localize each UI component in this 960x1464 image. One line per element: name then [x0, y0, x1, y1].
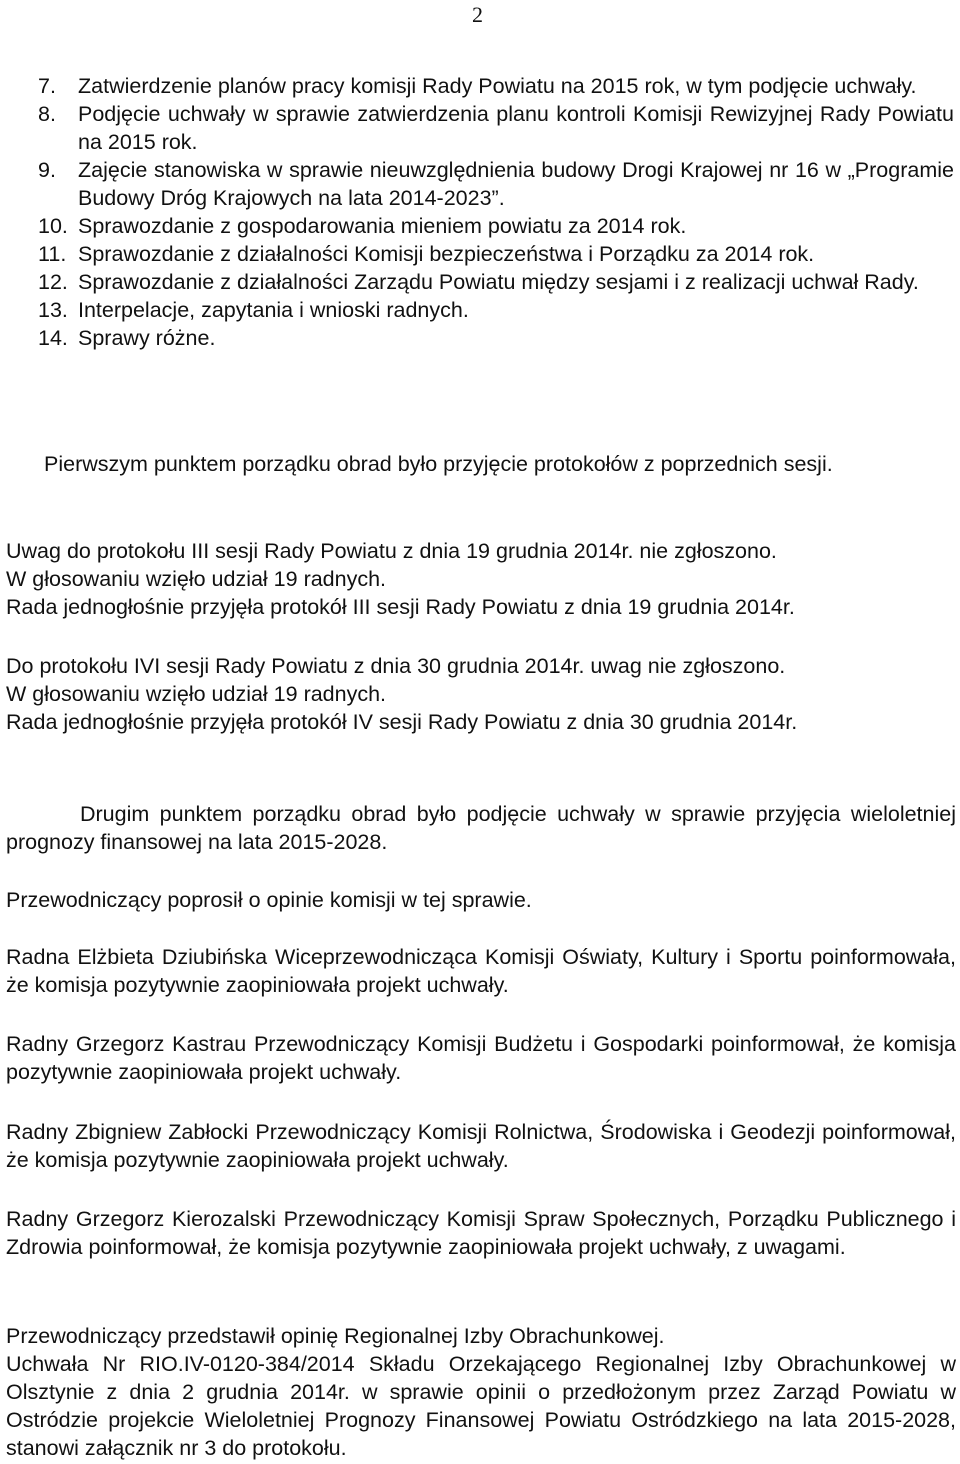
protocol-iii-result: Rada jednogłośnie przyjęła protokół III sesji Rady Powiatu z dnia 19 grudnia 2014r.: [6, 595, 795, 619]
agenda-item-text: Zatwierdzenie planów pracy komisji Rady Powiatu na 2015 rok, w tym podjęcie uchwały.: [78, 74, 917, 98]
agenda-item-text: Sprawy różne.: [78, 326, 216, 350]
agenda-item: [0, 100, 960, 156]
page-number: 2: [472, 2, 483, 27]
paragraph-first-point: Pierwszym punktem porządku obrad było przyjęcie protokołów z poprzednich sesji.: [44, 452, 833, 476]
protocol-iv-remarks: Do protokołu IVI sesji Rady Powiatu z dnia 30 grudnia 2014r. uwag nie zgłoszono.: [6, 654, 786, 678]
agenda-item-number: 7.: [38, 74, 56, 98]
paragraph-chairman-request: Przewodniczący poprosił o opinie komisji w tej sprawie.: [6, 888, 532, 912]
protocol-iii-remarks: Uwag do protokołu III sesji Rady Powiatu z dnia 19 grudnia 2014r. nie zgłoszono.: [6, 539, 777, 563]
agenda-item-number: 13.: [38, 298, 68, 322]
paragraph-protocol-iii: [6, 537, 956, 621]
paragraph-rio-opinion: [6, 1322, 956, 1462]
protocol-iv-voting: W głosowaniu wzięło udział 19 radnych.: [6, 682, 387, 706]
agenda-item: [0, 240, 960, 268]
agenda-item: [0, 268, 960, 296]
paragraph-social-committee: Radny Grzegorz Kierozalski Przewodniczący Komisji Spraw Społecznych, Porządku Publicznego i Zdrowia poinformował, że komisja pozytywnie zaopiniowała projekt uchwały, z uwagami.: [6, 1207, 956, 1259]
agenda-item-text: Interpelacje, zapytania i wnioski radnych.: [78, 298, 469, 322]
agenda-item: [0, 156, 960, 212]
agenda-item-number: 9.: [38, 158, 56, 182]
agenda-item-text: Sprawozdanie z działalności Komisji bezpieczeństwa i Porządku za 2014 rok.: [78, 242, 815, 266]
paragraph-agriculture-committee: Radny Zbigniew Zabłocki Przewodniczący Komisji Rolnictwa, Środowiska i Geodezji poinformował, że komisja pozytywnie zaopiniowała projekt uchwały.: [6, 1120, 956, 1172]
paragraph-protocol-iv: [6, 652, 956, 736]
paragraph-education-committee: Radna Elżbieta Dziubińska Wiceprzewodnicząca Komisji Oświaty, Kultury i Sportu poinformowała, że komisja pozytywnie zaopiniowała projekt uchwały.: [6, 945, 956, 997]
agenda-list: [0, 72, 960, 352]
protocol-iv-result: Rada jednogłośnie przyjęła protokół IV sesji Rady Powiatu z dnia 30 grudnia 2014r.: [6, 710, 798, 734]
agenda-item: [0, 296, 960, 324]
rio-resolution: Uchwała Nr RIO.IV-0120-384/2014 Składu Orzekającego Regionalnej Izby Obrachunkowej w Olsztynie z dnia 2 grudnia 2014r. w sprawie opinii o przedłożonym przez Zarząd Powiatu w Ostródzie projekcie Wieloletniej Prognozy Finansowej Powiatu Ostródzkiego na lata 2015-2028, stanowi załącznik nr 3 do protokołu.: [6, 1352, 956, 1460]
paragraph-second-point: Drugim punktem porządku obrad było podjęcie uchwały w sprawie przyjęcia wieloletniej prognozy finansowej na lata 2015-2028.: [6, 802, 956, 854]
rio-opinion-intro: Przewodniczący przedstawił opinię Regionalnej Izby Obrachunkowej.: [6, 1324, 665, 1348]
agenda-item-number: 12.: [38, 270, 68, 294]
agenda-item: [0, 212, 960, 240]
agenda-item: [0, 324, 960, 352]
agenda-item-number: 8.: [38, 102, 56, 126]
agenda-item-text: Podjęcie uchwały w sprawie zatwierdzenia planu kontroli Komisji Rewizyjnej Rady Powiatu na 2015 rok.: [78, 102, 954, 154]
protocol-iii-voting: W głosowaniu wzięło udział 19 radnych.: [6, 567, 387, 591]
agenda-item-text: Sprawozdanie z działalności Zarządu Powiatu między sesjami i z realizacji uchwał Rady.: [78, 270, 919, 294]
agenda-item-number: 11.: [38, 242, 67, 266]
agenda-item-number: 10.: [38, 214, 68, 238]
agenda-item-text: Zajęcie stanowiska w sprawie nieuwzględnienia budowy Drogi Krajowej nr 16 w „Programie Budowy Dróg Krajowych na lata 2014-2023”.: [78, 158, 954, 210]
paragraph-budget-committee: Radny Grzegorz Kastrau Przewodniczący Komisji Budżetu i Gospodarki poinformował, że komisja pozytywnie zaopiniowała projekt uchwały.: [6, 1032, 956, 1084]
agenda-item: [0, 72, 960, 100]
agenda-item-number: 14.: [38, 326, 68, 350]
agenda-item-text: Sprawozdanie z gospodarowania mieniem powiatu za 2014 rok.: [78, 214, 687, 238]
